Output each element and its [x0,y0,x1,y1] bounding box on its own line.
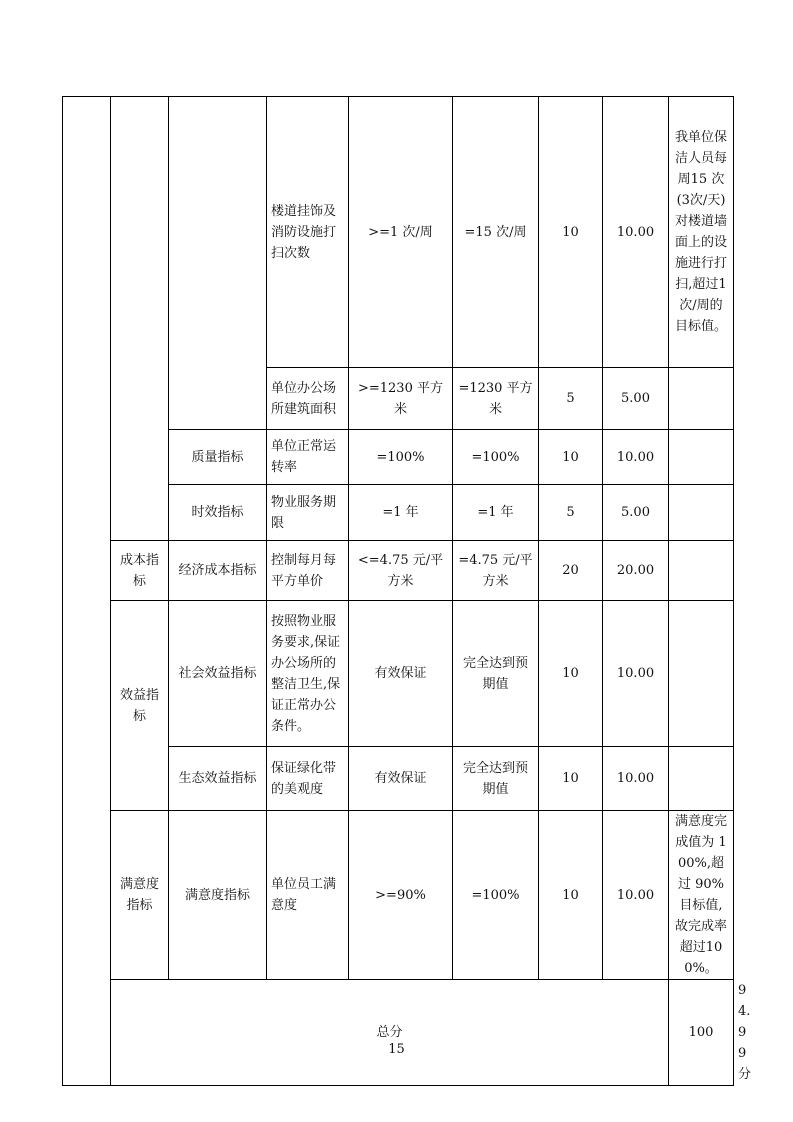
performance-table [62,96,752,1086]
level3-cell: 生态效益指标 [169,747,267,811]
actual-cell: =15 次/周 [453,97,539,368]
level3-cell: 社会效益指标 [169,601,267,747]
indicator-cell: 单位正常运转率 [267,430,349,485]
table-row [63,601,734,747]
total-label: 总分 [111,980,669,1086]
note-cell [669,747,734,811]
target-cell: >=1230 平方米 [349,368,453,430]
score-cell: 20.00 [603,541,669,601]
level2-cell: 效益指标 [111,601,169,811]
weight-cell: 10 [539,811,603,980]
target-cell: =1 年 [349,485,453,541]
weight-cell: 10 [539,430,603,485]
total-weight: 100 [669,980,734,1086]
indicator-cell: 控制每月每平方单价 [267,541,349,601]
weight-cell: 20 [539,541,603,601]
weight-cell: 10 [539,747,603,811]
level2-cell [111,97,169,541]
score-cell: 5.00 [603,485,669,541]
table-row [63,811,734,980]
note-cell [669,541,734,601]
weight-cell: 10 [539,601,603,747]
level3-cell: 满意度指标 [169,811,267,980]
score-cell: 10.00 [603,811,669,980]
weight-cell: 5 [539,485,603,541]
note-cell [669,368,734,430]
weight-cell: 5 [539,368,603,430]
table-row [63,97,734,368]
table-row [63,541,734,601]
actual-cell: =100% [453,811,539,980]
actual-cell: =1 年 [453,485,539,541]
target-cell: 有效保证 [349,747,453,811]
target-cell: =100% [349,430,453,485]
note-cell: 满意度完成值为 100%,超过 90%目标值,故完成率超过100%。 [669,811,734,980]
note-cell [669,601,734,747]
level3-cell: 质量指标 [169,430,267,485]
note-cell: 我单位保洁人员每周15 次(3次/天)对楼道墙面上的设施进行打扫,超过1 次/周的目标值。 [669,97,734,368]
level1-cell [63,97,111,1086]
actual-cell: =100% [453,430,539,485]
indicator-cell: 单位办公场所建筑面积 [267,368,349,430]
note-cell [669,485,734,541]
score-cell: 5.00 [603,368,669,430]
indicator-cell: 单位员工满意度 [267,811,349,980]
score-cell: 10.00 [603,601,669,747]
target-cell: 有效保证 [349,601,453,747]
indicator-cell: 保证绿化带的美观度 [267,747,349,811]
score-cell: 10.00 [603,430,669,485]
weight-cell: 10 [539,97,603,368]
level2-cell: 满意度指标 [111,811,169,980]
actual-cell: =4.75 元/平方米 [453,541,539,601]
target-cell: >=1 次/周 [349,97,453,368]
score-cell: 10.00 [603,97,669,368]
page-number: 15 [388,1042,405,1057]
level3-cell: 经济成本指标 [169,541,267,601]
actual-cell: 完全达到预期值 [453,601,539,747]
note-cell [669,430,734,485]
level3-cell [169,97,267,430]
actual-cell: 完全达到预期值 [453,747,539,811]
target-cell: <=4.75 元/平方米 [349,541,453,601]
actual-cell: =1230 平方米 [453,368,539,430]
level3-cell: 时效指标 [169,485,267,541]
total-row: 总分 100 94.99 分 [63,980,734,1086]
target-cell: >=90% [349,811,453,980]
score-cell: 10.00 [603,747,669,811]
level2-cell: 成本指标 [111,541,169,601]
indicator-cell: 楼道挂饰及消防设施打扫次数 [267,97,349,368]
indicator-cell: 物业服务期限 [267,485,349,541]
indicator-cell: 按照物业服务要求,保证办公场所的整洁卫生,保证正常办公条件。 [267,601,349,747]
